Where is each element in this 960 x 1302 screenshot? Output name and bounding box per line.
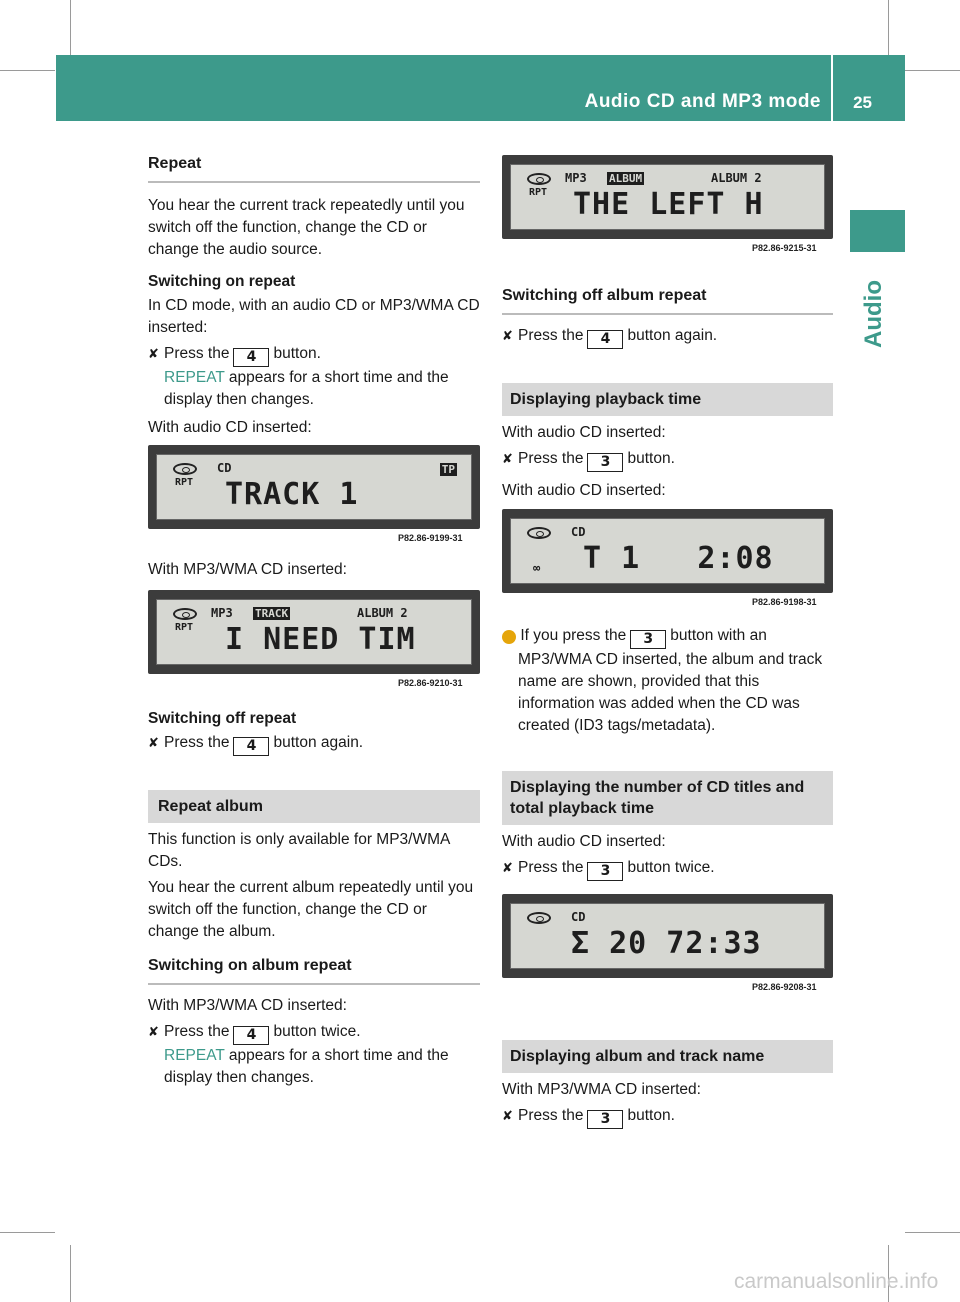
page-number: 25 [853, 93, 872, 112]
heading-album-track [502, 1040, 833, 1073]
step-arrow-icon: ✘ [502, 328, 513, 343]
with-audio-cd: With audio CD inserted: [502, 424, 666, 441]
step-text: button. [273, 345, 321, 362]
step-arrow-icon: ✘ [502, 451, 513, 466]
lcd-album: ALBUM 2 [711, 171, 762, 185]
step-text: Press the [164, 1023, 230, 1040]
heading-text: Displaying playback time [510, 391, 702, 408]
repeat-note [148, 1045, 480, 1089]
crop-mark [905, 1232, 960, 1233]
step-text: Press the [164, 734, 230, 751]
heading-text: Repeat album [158, 798, 263, 815]
figure-code: P82.86-9208-31 [752, 982, 817, 992]
mode-text: In CD mode, with an audio CD or MP3/WMA CD inserted: [148, 297, 480, 336]
step-text: button twice. [273, 1023, 361, 1040]
lcd-main-text: I NEED TIM [225, 622, 416, 657]
lcd-screen [510, 164, 825, 230]
heading-repeat: Repeat [148, 155, 480, 183]
lcd-source: CD [217, 461, 232, 475]
lcd-album: ALBUM 2 [357, 606, 408, 620]
crop-mark [70, 0, 71, 55]
lcd-tp-badge: TP [441, 463, 455, 476]
disc-icon [173, 608, 197, 620]
crop-mark [0, 1232, 55, 1233]
lcd-display-album [502, 155, 833, 239]
heading-switching-on-album: Switching on album repeat [148, 957, 480, 985]
step-text: Press the [164, 345, 230, 362]
figure-code: P82.86-9210-31 [398, 678, 463, 688]
right-column-middle [499, 625, 833, 881]
lcd-source: CD [571, 910, 586, 924]
with-audio-cd-3: With audio CD inserted: [502, 833, 666, 850]
step [502, 1105, 833, 1129]
step-arrow-icon: ✘ [148, 735, 159, 750]
disc-icon [527, 912, 551, 924]
lcd-main-text: Σ 20 72:33 [571, 926, 762, 961]
step-text: button again. [273, 734, 364, 751]
step-arrow-icon: ✘ [502, 1108, 513, 1123]
disc-icon [173, 463, 197, 475]
lcd-screen [156, 454, 472, 520]
step-arrow-icon: ✘ [148, 1024, 159, 1039]
lcd-display-mp3 [148, 590, 480, 674]
watermark: carmanualsonline.info [734, 1270, 939, 1293]
step-text: Press the [518, 1107, 584, 1124]
key-4-button: 4 [233, 737, 269, 756]
step [502, 448, 833, 472]
repeat-description: You hear the current track repeatedly until you switch off the function, change the CD or change the audio source. [148, 197, 465, 258]
lcd-rpt: RPT [529, 187, 548, 198]
step-text: Press the [518, 450, 584, 467]
crop-mark [905, 70, 960, 71]
step-arrow-icon: ✘ [148, 346, 159, 361]
repeat-note-text: appears for a short time and the display then changes. [164, 369, 449, 408]
lcd-source: MP3 [565, 171, 587, 185]
key-3-button: 3 [587, 453, 623, 472]
step [502, 325, 833, 349]
section-title: Audio CD and MP3 mode [584, 91, 821, 112]
heading-text: Displaying the number of CD titles and total playback time [510, 779, 805, 817]
lcd-display-time [502, 509, 833, 593]
repeat-note-text: appears for a short time and the display then changes. [164, 1047, 449, 1086]
step-text: button again. [627, 327, 718, 344]
left-column-lower [148, 710, 480, 1089]
step-text: Press the [518, 859, 584, 876]
info-text: If you press the [520, 627, 627, 644]
page-header [56, 55, 905, 121]
lcd-source: CD [571, 525, 586, 539]
step-text: button. [627, 1107, 675, 1124]
figure-code: P82.86-9215-31 [752, 243, 817, 253]
info-text: button with an MP3/WMA CD inserted, the album and track name are shown, provided that this information was added when the CD was created (ID3 tags/metadata). [518, 627, 823, 734]
heading-cd-titles [502, 771, 833, 825]
key-3-button: 3 [587, 1110, 623, 1129]
heading-text: Displaying album and track name [510, 1048, 765, 1065]
lcd-track-tag: TRACK [255, 607, 289, 620]
heading-switching-off-album: Switching off album repeat [502, 287, 833, 315]
step [148, 343, 480, 367]
album-only-text: This function is only available for MP3/WMA CDs. [148, 831, 450, 870]
crop-mark [888, 0, 889, 55]
crop-mark [70, 1245, 71, 1302]
step-text: button twice. [627, 859, 715, 876]
step [148, 1021, 480, 1045]
key-4-button: 4 [233, 348, 269, 367]
key-3-button: 3 [630, 630, 666, 649]
right-column-upper [502, 287, 833, 502]
lcd-main-text: THE LEFT H [573, 187, 764, 222]
figure-code: P82.86-9199-31 [398, 533, 463, 543]
lcd-album-tag: ALBUM [609, 172, 643, 185]
with-mp3: With MP3/WMA CD inserted: [148, 561, 347, 578]
step-text: button. [627, 450, 675, 467]
left-column [148, 155, 480, 439]
key-4-button: 4 [233, 1026, 269, 1045]
chapter-tab [850, 210, 905, 252]
repeat-display-word: REPEAT [164, 369, 225, 386]
heading-repeat-album [148, 790, 480, 823]
key-4-button: 4 [587, 330, 623, 349]
lcd-screen [156, 599, 472, 665]
step-arrow-icon: ✘ [502, 860, 513, 875]
info-icon: i [502, 630, 516, 644]
subheading-switching-off-repeat: Switching off repeat [148, 710, 297, 727]
lcd-main-text: TRACK 1 [225, 477, 359, 512]
lcd-source: MP3 [211, 606, 233, 620]
playback-symbol-icon: ∞ [533, 561, 541, 575]
lcd-screen [510, 518, 825, 584]
step-text: Press the [518, 327, 584, 344]
lcd-display-track [148, 445, 480, 529]
right-column-lower [502, 1040, 833, 1129]
with-mp3: With MP3/WMA CD inserted: [502, 1081, 701, 1098]
lcd-screen [510, 903, 825, 969]
with-audio-cd-2: With audio CD inserted: [502, 482, 666, 499]
heading-playback-time [502, 383, 833, 416]
figure-code: P82.86-9198-31 [752, 597, 817, 607]
lcd-main-text: T 1 2:08 [583, 541, 774, 576]
step [148, 732, 480, 756]
lcd-display-total [502, 894, 833, 978]
crop-mark [0, 70, 55, 71]
repeat-note [148, 367, 480, 411]
disc-icon [527, 527, 551, 539]
chapter-label: Audio [860, 280, 887, 348]
disc-icon [527, 173, 551, 185]
with-mp3-2: With MP3/WMA CD inserted: [148, 997, 347, 1014]
key-3-button: 3 [587, 862, 623, 881]
repeat-display-word: REPEAT [164, 1047, 225, 1064]
subheading-switching-on-repeat: Switching on repeat [148, 273, 296, 290]
lcd-rpt: RPT [175, 477, 194, 488]
step [502, 857, 833, 881]
lcd-rpt: RPT [175, 622, 194, 633]
with-audio-cd: With audio CD inserted: [148, 419, 312, 436]
info-note [499, 625, 833, 737]
album-description: You hear the current album repeatedly until you switch off the function, change the CD or change the album. [148, 879, 474, 940]
header-divider [831, 55, 833, 121]
